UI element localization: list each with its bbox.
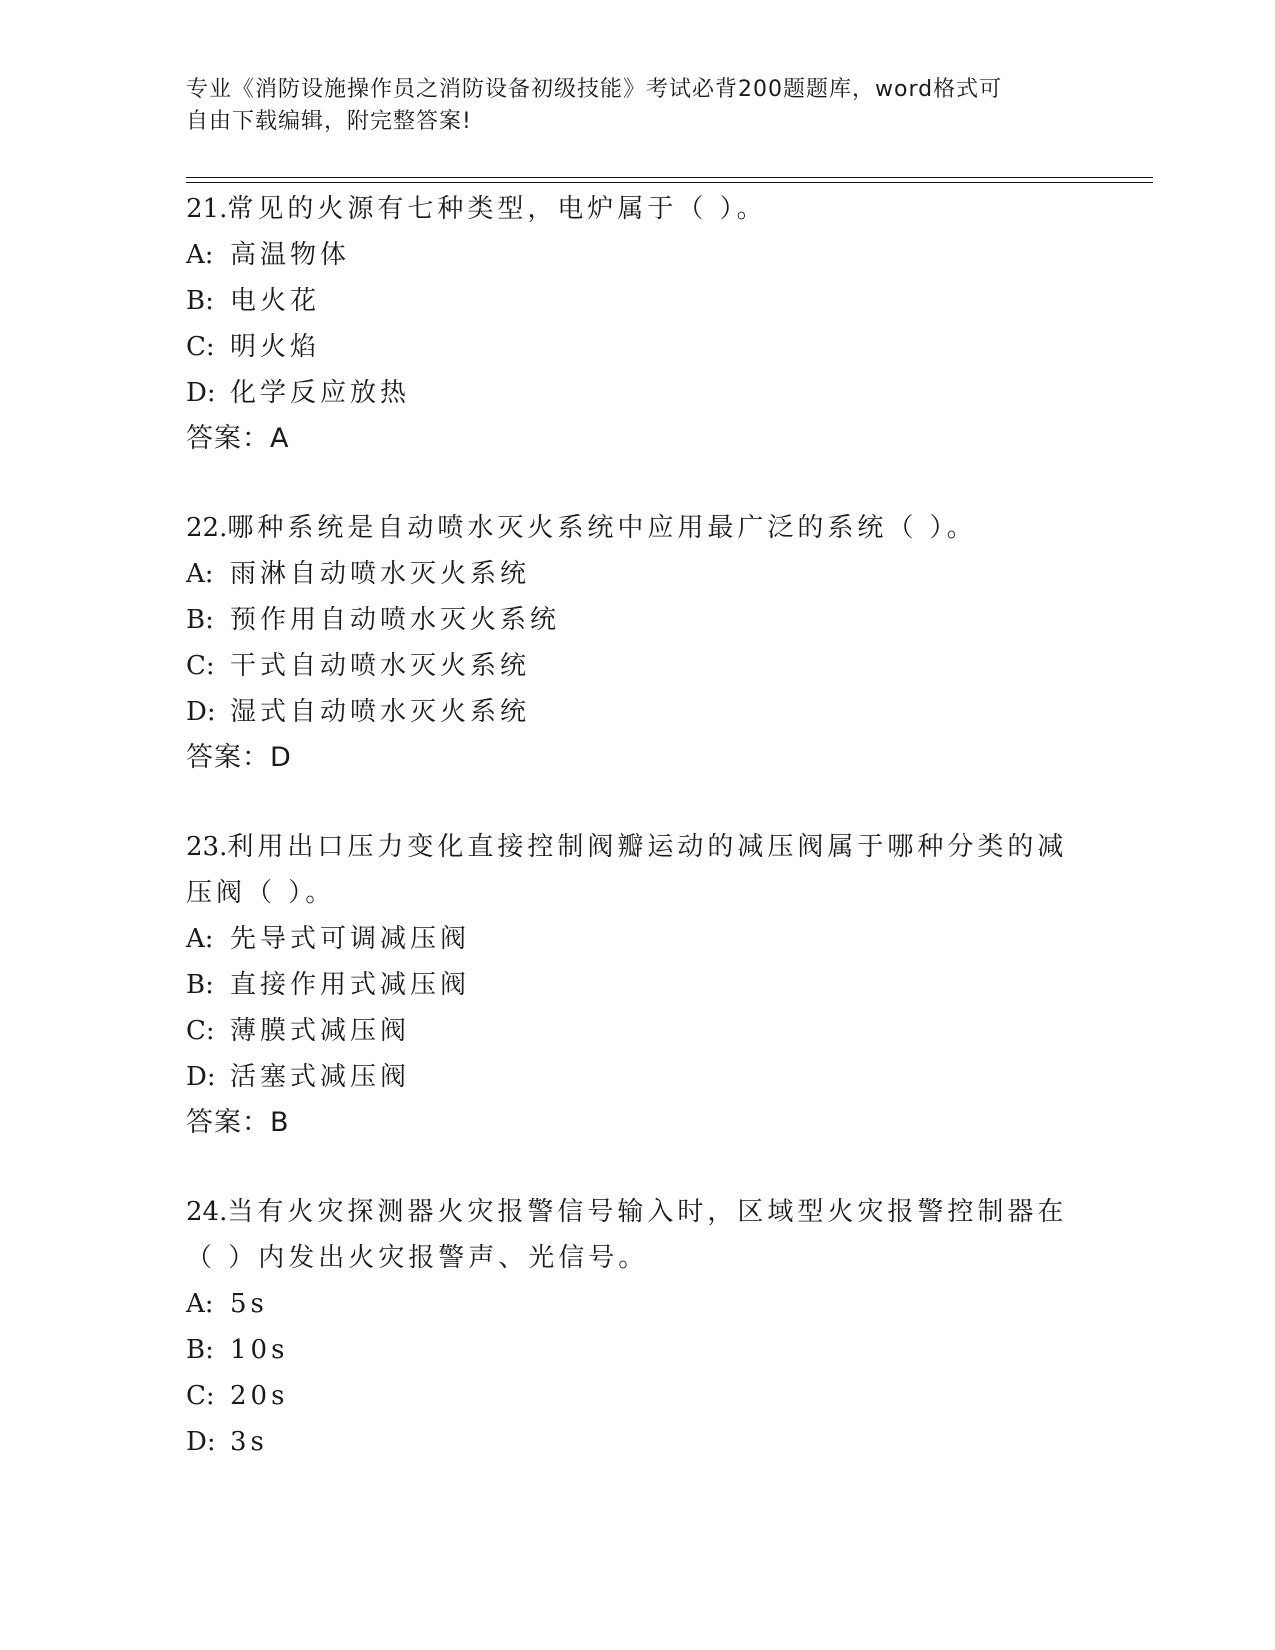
option-letter: C: [186, 332, 215, 362]
answer-line [186, 416, 1086, 462]
option-text: 干式自动喷水灭火系统 [230, 651, 531, 681]
option-a [186, 916, 1086, 962]
answer-value: D [270, 742, 292, 773]
option-c [186, 1373, 1086, 1419]
option-letter: B: [186, 286, 214, 316]
answer-value: B [270, 1107, 290, 1138]
option-a [186, 232, 1086, 278]
question-stem [186, 824, 1086, 916]
answer-label: 答案： [186, 1107, 270, 1138]
document-header [186, 74, 1086, 138]
option-letter: D: [186, 1062, 216, 1092]
option-text: 活塞式减压阀 [230, 1062, 411, 1092]
question-stem [186, 186, 1086, 232]
header-divider-bottom [186, 182, 1153, 183]
option-text: 薄膜式减压阀 [230, 1016, 411, 1046]
option-text: 5s [230, 1289, 268, 1319]
question-text: 当有火灾探测器火灾报警信号输入时，区域型火灾报警控制器在（ ）内发出火灾报警声、光信号。 [186, 1197, 1068, 1273]
header-line-2: 自由下载编辑，附完整答案! [186, 109, 472, 134]
question-text: 利用出口压力变化直接控制阀瓣运动的减压阀属于哪种分类的减压阀（ ）。 [186, 832, 1068, 908]
header-line-1: 专业《消防设施操作员之消防设备初级技能》考试必背200题题库，word格式可 [186, 77, 1003, 102]
question-22 [186, 505, 1086, 781]
option-text: 电火花 [230, 286, 321, 316]
option-letter: D: [186, 697, 216, 727]
option-b [186, 278, 1086, 324]
option-text: 湿式自动喷水灭火系统 [230, 697, 531, 727]
option-letter: B: [186, 970, 214, 1000]
option-d [186, 1054, 1086, 1100]
question-number: 22. [186, 513, 228, 543]
question-text: 常见的火源有七种类型，电炉属于（ ）。 [227, 194, 767, 224]
option-b [186, 597, 1086, 643]
option-b [186, 962, 1086, 1008]
option-letter: B: [186, 1335, 214, 1365]
option-d [186, 1419, 1086, 1465]
question-number: 23. [186, 832, 228, 862]
option-letter: A: [186, 240, 214, 270]
option-text: 10s [230, 1335, 289, 1365]
answer-line [186, 1100, 1086, 1146]
question-list [186, 186, 1086, 1508]
option-letter: C: [186, 1016, 215, 1046]
option-text: 明火焰 [230, 332, 321, 362]
option-text: 高温物体 [230, 240, 351, 270]
option-text: 20s [230, 1381, 289, 1411]
answer-value: A [270, 423, 290, 454]
option-d [186, 689, 1086, 735]
question-21 [186, 186, 1086, 462]
question-number: 21. [186, 194, 228, 224]
question-23 [186, 824, 1086, 1146]
option-letter: A: [186, 924, 214, 954]
option-text: 雨淋自动喷水灭火系统 [230, 559, 531, 589]
question-24 [186, 1189, 1086, 1465]
question-stem [186, 1189, 1086, 1281]
question-number: 24. [186, 1197, 228, 1227]
option-letter: C: [186, 651, 215, 681]
header-divider-top [186, 177, 1153, 178]
option-letter: C: [186, 1381, 215, 1411]
option-text: 先导式可调减压阀 [230, 924, 471, 954]
option-c [186, 324, 1086, 370]
option-letter: A: [186, 1289, 214, 1319]
question-text: 哪种系统是自动喷水灭火系统中应用最广泛的系统（ ）。 [227, 513, 977, 543]
option-c [186, 1008, 1086, 1054]
option-a [186, 1281, 1086, 1327]
option-letter: D: [186, 1427, 216, 1457]
option-text: 预作用自动喷水灭火系统 [230, 605, 561, 635]
question-stem [186, 505, 1086, 551]
option-c [186, 643, 1086, 689]
answer-line [186, 735, 1086, 781]
option-d [186, 370, 1086, 416]
answer-label: 答案： [186, 742, 270, 773]
option-letter: D: [186, 378, 216, 408]
option-letter: B: [186, 605, 214, 635]
option-b [186, 1327, 1086, 1373]
answer-label: 答案： [186, 423, 270, 454]
option-text: 化学反应放热 [230, 378, 411, 408]
option-a [186, 551, 1086, 597]
option-text: 直接作用式减压阀 [230, 970, 471, 1000]
option-letter: A: [186, 559, 214, 589]
option-text: 3s [230, 1427, 268, 1457]
